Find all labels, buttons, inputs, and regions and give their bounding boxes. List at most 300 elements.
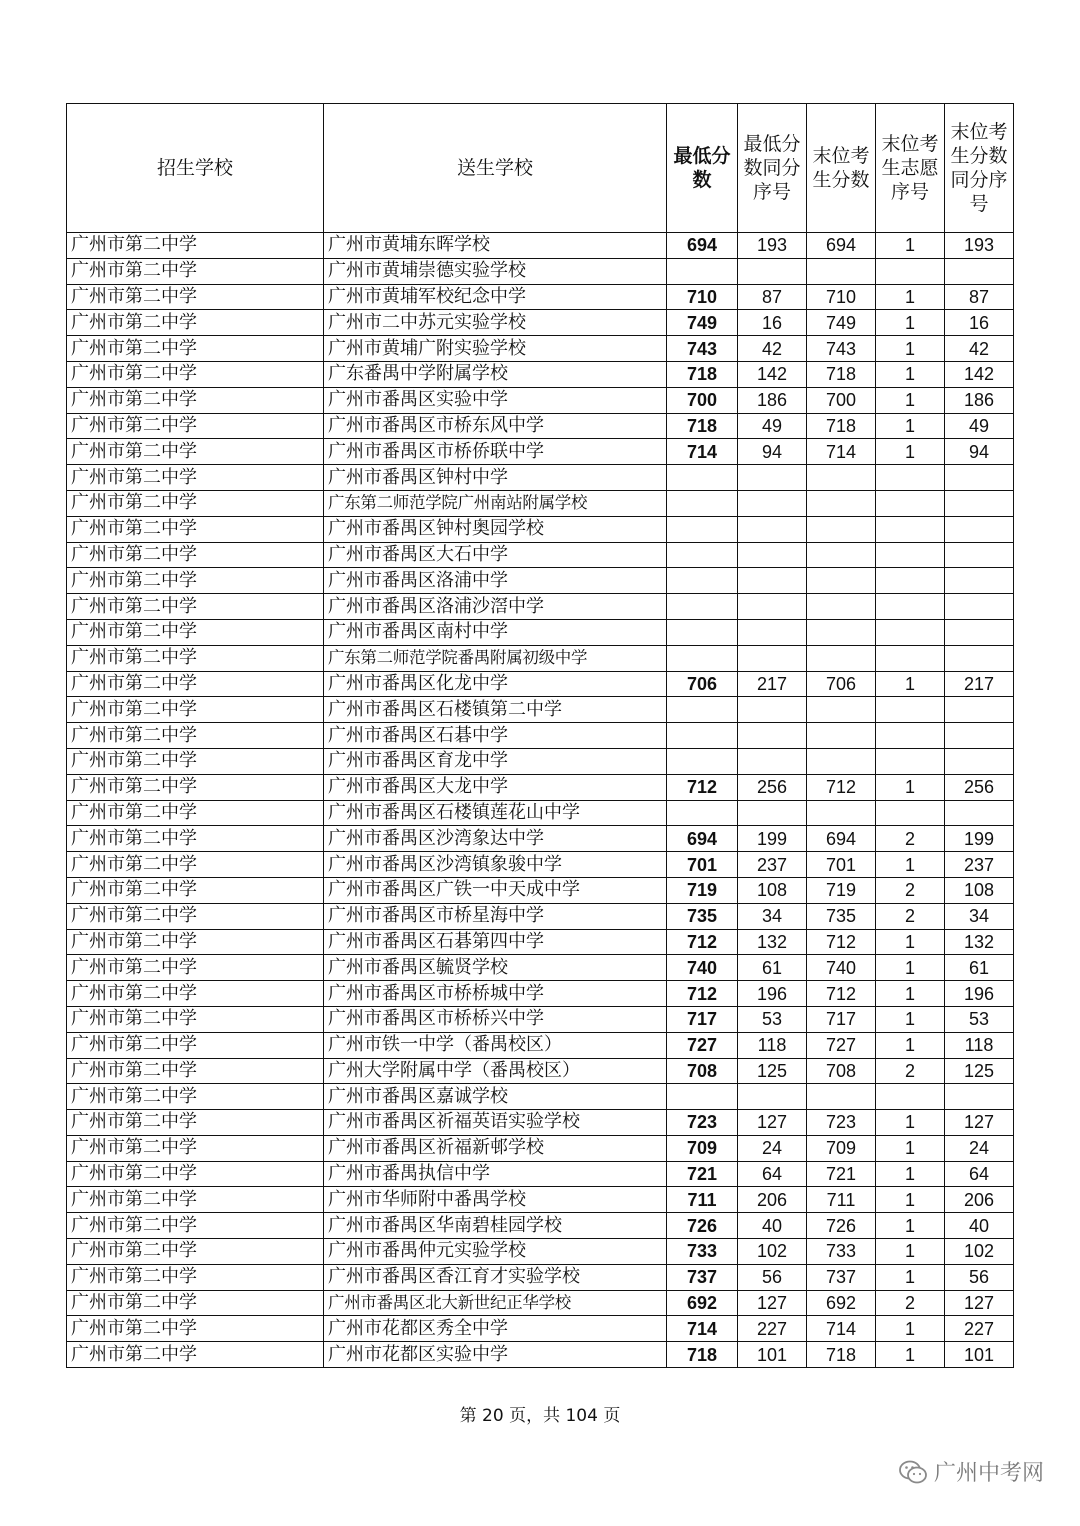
cell-sending-school: 广东第二师范学院番禺附属初级中学 xyxy=(324,645,667,671)
watermark-text: 广州中考网 xyxy=(933,1461,1044,1486)
cell-min-score-tie-rank xyxy=(738,465,807,491)
header-last-student-score: 末位考生分数 xyxy=(807,104,876,233)
cell-enrolling-school: 广州市第二中学 xyxy=(67,671,324,697)
table-row xyxy=(67,1084,1014,1110)
cell-min-score-tie-rank: 16 xyxy=(738,310,807,336)
cell-last-student-score xyxy=(807,465,876,491)
cell-last-student-choice-rank: 1 xyxy=(876,439,945,465)
table-row xyxy=(67,284,1014,310)
cell-last-student-tie-rank xyxy=(945,748,1014,774)
cell-last-student-score xyxy=(807,619,876,645)
cell-sending-school: 广州大学附属中学（番禺校区） xyxy=(324,1058,667,1084)
cell-min-score: 718 xyxy=(667,361,738,387)
cell-min-score-tie-rank: 199 xyxy=(738,826,807,852)
cell-enrolling-school: 广州市第二中学 xyxy=(67,1161,324,1187)
table-row xyxy=(67,800,1014,826)
cell-min-score-tie-rank xyxy=(738,516,807,542)
cell-min-score-tie-rank xyxy=(738,619,807,645)
cell-min-score-tie-rank: 127 xyxy=(738,1290,807,1316)
cell-last-student-choice-rank xyxy=(876,542,945,568)
cell-min-score xyxy=(667,800,738,826)
table-row xyxy=(67,697,1014,723)
cell-sending-school: 广州市铁一中学（番禺校区） xyxy=(324,1032,667,1058)
cell-sending-school: 广州市番禺区大龙中学 xyxy=(324,774,667,800)
cell-last-student-score: 749 xyxy=(807,310,876,336)
cell-last-student-tie-rank: 94 xyxy=(945,439,1014,465)
cell-enrolling-school: 广州市第二中学 xyxy=(67,826,324,852)
cell-last-student-choice-rank xyxy=(876,723,945,749)
header-min-score-tie-rank: 最低分数同分序号 xyxy=(738,104,807,233)
cell-min-score-tie-rank: 237 xyxy=(738,852,807,878)
cell-last-student-choice-rank xyxy=(876,619,945,645)
table-row xyxy=(67,568,1014,594)
cell-last-student-score: 721 xyxy=(807,1161,876,1187)
table-row xyxy=(67,1264,1014,1290)
cell-last-student-score xyxy=(807,748,876,774)
wechat-icon xyxy=(898,1459,928,1485)
table-row xyxy=(67,645,1014,671)
cell-enrolling-school: 广州市第二中学 xyxy=(67,284,324,310)
cell-min-score-tie-rank: 101 xyxy=(738,1342,807,1368)
table-row xyxy=(67,877,1014,903)
cell-sending-school: 广州市番禺区沙湾镇象骏中学 xyxy=(324,852,667,878)
cell-sending-school: 广州市番禺区祈福新邨学校 xyxy=(324,1135,667,1161)
cell-last-student-tie-rank: 199 xyxy=(945,826,1014,852)
table-row xyxy=(67,826,1014,852)
cell-min-score-tie-rank xyxy=(738,723,807,749)
cell-last-student-choice-rank xyxy=(876,697,945,723)
cell-min-score: 694 xyxy=(667,826,738,852)
table-row xyxy=(67,413,1014,439)
table-row xyxy=(67,671,1014,697)
cell-last-student-score xyxy=(807,594,876,620)
cell-min-score: 692 xyxy=(667,1290,738,1316)
cell-last-student-score xyxy=(807,645,876,671)
cell-last-student-choice-rank: 1 xyxy=(876,1006,945,1032)
cell-min-score-tie-rank: 42 xyxy=(738,336,807,362)
cell-min-score xyxy=(667,1084,738,1110)
cell-last-student-choice-rank xyxy=(876,568,945,594)
cell-min-score: 712 xyxy=(667,929,738,955)
cell-min-score: 727 xyxy=(667,1032,738,1058)
cell-last-student-choice-rank: 1 xyxy=(876,1032,945,1058)
cell-enrolling-school: 广州市第二中学 xyxy=(67,1084,324,1110)
cell-last-student-choice-rank: 1 xyxy=(876,387,945,413)
watermark xyxy=(898,1456,1044,1487)
table-row xyxy=(67,1058,1014,1084)
table-row xyxy=(67,723,1014,749)
cell-last-student-tie-rank xyxy=(945,568,1014,594)
cell-min-score: 701 xyxy=(667,852,738,878)
cell-enrolling-school: 广州市第二中学 xyxy=(67,413,324,439)
cell-last-student-choice-rank xyxy=(876,1084,945,1110)
cell-sending-school: 广州市黄埔东晖学校 xyxy=(324,233,667,259)
cell-sending-school: 广州市番禺区市桥桥兴中学 xyxy=(324,1006,667,1032)
cell-last-student-choice-rank: 1 xyxy=(876,1187,945,1213)
cell-enrolling-school: 广州市第二中学 xyxy=(67,800,324,826)
cell-last-student-tie-rank: 125 xyxy=(945,1058,1014,1084)
cell-last-student-tie-rank: 256 xyxy=(945,774,1014,800)
cell-min-score: 710 xyxy=(667,284,738,310)
cell-min-score-tie-rank: 206 xyxy=(738,1187,807,1213)
cell-sending-school: 广州市番禺区石楼镇莲花山中学 xyxy=(324,800,667,826)
cell-min-score-tie-rank: 56 xyxy=(738,1264,807,1290)
cell-min-score-tie-rank xyxy=(738,645,807,671)
cell-last-student-tie-rank: 64 xyxy=(945,1161,1014,1187)
table-row xyxy=(67,258,1014,284)
cell-enrolling-school: 广州市第二中学 xyxy=(67,258,324,284)
cell-last-student-score: 710 xyxy=(807,284,876,310)
header-sending-school: 送生学校 xyxy=(324,104,667,233)
cell-sending-school: 广州市番禺区钟村奥园学校 xyxy=(324,516,667,542)
cell-last-student-score xyxy=(807,568,876,594)
cell-last-student-choice-rank: 1 xyxy=(876,955,945,981)
cell-min-score-tie-rank: 217 xyxy=(738,671,807,697)
cell-last-student-tie-rank xyxy=(945,1084,1014,1110)
cell-last-student-score xyxy=(807,258,876,284)
cell-min-score xyxy=(667,568,738,594)
cell-last-student-choice-rank: 1 xyxy=(876,1110,945,1136)
cell-last-student-score: 726 xyxy=(807,1213,876,1239)
cell-min-score-tie-rank: 118 xyxy=(738,1032,807,1058)
cell-last-student-tie-rank: 127 xyxy=(945,1110,1014,1136)
cell-min-score-tie-rank xyxy=(738,697,807,723)
table-row xyxy=(67,1342,1014,1368)
cell-last-student-choice-rank: 1 xyxy=(876,1316,945,1342)
cell-enrolling-school: 广州市第二中学 xyxy=(67,645,324,671)
cell-enrolling-school: 广州市第二中学 xyxy=(67,516,324,542)
cell-min-score: 733 xyxy=(667,1239,738,1265)
cell-last-student-choice-rank: 1 xyxy=(876,310,945,336)
cell-last-student-score: 701 xyxy=(807,852,876,878)
cell-last-student-score: 733 xyxy=(807,1239,876,1265)
cell-last-student-tie-rank xyxy=(945,465,1014,491)
cell-last-student-score xyxy=(807,516,876,542)
cell-min-score-tie-rank xyxy=(738,568,807,594)
table-row xyxy=(67,1290,1014,1316)
cell-last-student-choice-rank xyxy=(876,516,945,542)
cell-last-student-tie-rank: 127 xyxy=(945,1290,1014,1316)
cell-last-student-score: 723 xyxy=(807,1110,876,1136)
cell-sending-school: 广州市番禺区化龙中学 xyxy=(324,671,667,697)
cell-last-student-tie-rank xyxy=(945,258,1014,284)
cell-last-student-tie-rank xyxy=(945,619,1014,645)
cell-last-student-choice-rank: 1 xyxy=(876,774,945,800)
cell-min-score: 735 xyxy=(667,903,738,929)
cell-last-student-score: 718 xyxy=(807,1342,876,1368)
cell-min-score-tie-rank: 87 xyxy=(738,284,807,310)
header-last-student-tie-rank: 末位考生分数同分序号 xyxy=(945,104,1014,233)
cell-enrolling-school: 广州市第二中学 xyxy=(67,1316,324,1342)
cell-enrolling-school: 广州市第二中学 xyxy=(67,594,324,620)
cell-min-score: 718 xyxy=(667,1342,738,1368)
cell-last-student-choice-rank: 1 xyxy=(876,336,945,362)
cell-min-score xyxy=(667,258,738,284)
cell-min-score: 714 xyxy=(667,1316,738,1342)
cell-min-score xyxy=(667,490,738,516)
table-body xyxy=(67,233,1014,1368)
cell-sending-school: 广州市二中苏元实验学校 xyxy=(324,310,667,336)
cell-min-score-tie-rank: 64 xyxy=(738,1161,807,1187)
cell-min-score: 743 xyxy=(667,336,738,362)
cell-last-student-score xyxy=(807,697,876,723)
cell-sending-school: 广州市番禺仲元实验学校 xyxy=(324,1239,667,1265)
table-row xyxy=(67,1316,1014,1342)
cell-min-score-tie-rank xyxy=(738,800,807,826)
cell-min-score: 749 xyxy=(667,310,738,336)
cell-last-student-score: 714 xyxy=(807,439,876,465)
cell-min-score xyxy=(667,594,738,620)
cell-min-score: 717 xyxy=(667,1006,738,1032)
table-row xyxy=(67,1006,1014,1032)
table-row xyxy=(67,233,1014,259)
cell-sending-school: 广州市番禺区华南碧桂园学校 xyxy=(324,1213,667,1239)
cell-last-student-score: 694 xyxy=(807,233,876,259)
cell-last-student-tie-rank xyxy=(945,697,1014,723)
cell-sending-school: 广州市番禺区市桥星海中学 xyxy=(324,903,667,929)
page-number: 第 20 页，共 104 页 xyxy=(459,1406,621,1426)
cell-min-score: 737 xyxy=(667,1264,738,1290)
cell-sending-school: 广州市番禺区实验中学 xyxy=(324,387,667,413)
cell-enrolling-school: 广州市第二中学 xyxy=(67,336,324,362)
cell-min-score xyxy=(667,465,738,491)
cell-last-student-choice-rank xyxy=(876,594,945,620)
cell-last-student-choice-rank: 2 xyxy=(876,903,945,929)
cell-last-student-score: 743 xyxy=(807,336,876,362)
cell-last-student-choice-rank: 1 xyxy=(876,284,945,310)
cell-sending-school: 广州市花都区秀全中学 xyxy=(324,1316,667,1342)
cell-enrolling-school: 广州市第二中学 xyxy=(67,955,324,981)
cell-last-student-tie-rank: 227 xyxy=(945,1316,1014,1342)
cell-min-score-tie-rank: 94 xyxy=(738,439,807,465)
cell-sending-school: 广州市黄埔军校纪念中学 xyxy=(324,284,667,310)
cell-last-student-tie-rank: 102 xyxy=(945,1239,1014,1265)
cell-min-score xyxy=(667,516,738,542)
cell-sending-school: 广州市番禺区钟村中学 xyxy=(324,465,667,491)
cell-last-student-tie-rank: 186 xyxy=(945,387,1014,413)
cell-enrolling-school: 广州市第二中学 xyxy=(67,774,324,800)
cell-enrolling-school: 广州市第二中学 xyxy=(67,1135,324,1161)
cell-min-score-tie-rank: 49 xyxy=(738,413,807,439)
cell-last-student-tie-rank: 217 xyxy=(945,671,1014,697)
cell-min-score-tie-rank: 53 xyxy=(738,1006,807,1032)
cell-last-student-choice-rank xyxy=(876,465,945,491)
cell-last-student-tie-rank: 142 xyxy=(945,361,1014,387)
cell-enrolling-school: 广州市第二中学 xyxy=(67,1187,324,1213)
table-row xyxy=(67,465,1014,491)
cell-sending-school: 广州市华师附中番禺学校 xyxy=(324,1187,667,1213)
cell-last-student-tie-rank: 132 xyxy=(945,929,1014,955)
cell-enrolling-school: 广州市第二中学 xyxy=(67,1239,324,1265)
table-row xyxy=(67,1187,1014,1213)
cell-sending-school: 广东番禺中学附属学校 xyxy=(324,361,667,387)
cell-min-score-tie-rank: 256 xyxy=(738,774,807,800)
cell-sending-school: 广州市番禺区毓贤学校 xyxy=(324,955,667,981)
cell-last-student-choice-rank xyxy=(876,645,945,671)
table-row xyxy=(67,542,1014,568)
cell-min-score: 712 xyxy=(667,981,738,1007)
cell-last-student-score: 706 xyxy=(807,671,876,697)
cell-last-student-tie-rank: 206 xyxy=(945,1187,1014,1213)
cell-sending-school: 广州市番禺区育龙中学 xyxy=(324,748,667,774)
cell-last-student-choice-rank: 2 xyxy=(876,826,945,852)
table-row xyxy=(67,1213,1014,1239)
cell-last-student-score xyxy=(807,490,876,516)
cell-enrolling-school: 广州市第二中学 xyxy=(67,903,324,929)
cell-min-score xyxy=(667,748,738,774)
table-row xyxy=(67,1161,1014,1187)
cell-last-student-tie-rank: 40 xyxy=(945,1213,1014,1239)
cell-last-student-choice-rank: 1 xyxy=(876,233,945,259)
cell-last-student-score: 719 xyxy=(807,877,876,903)
cell-last-student-score: 712 xyxy=(807,981,876,1007)
cell-min-score xyxy=(667,619,738,645)
cell-min-score: 700 xyxy=(667,387,738,413)
cell-last-student-choice-rank: 1 xyxy=(876,929,945,955)
cell-min-score: 726 xyxy=(667,1213,738,1239)
cell-min-score-tie-rank xyxy=(738,258,807,284)
cell-min-score xyxy=(667,542,738,568)
cell-sending-school: 广州市番禺区洛浦中学 xyxy=(324,568,667,594)
cell-sending-school: 广州市番禺区大石中学 xyxy=(324,542,667,568)
cell-enrolling-school: 广州市第二中学 xyxy=(67,877,324,903)
cell-last-student-score xyxy=(807,1084,876,1110)
score-table xyxy=(66,103,1014,1368)
cell-last-student-tie-rank xyxy=(945,645,1014,671)
header-row xyxy=(67,104,1014,233)
cell-enrolling-school: 广州市第二中学 xyxy=(67,723,324,749)
cell-last-student-tie-rank: 193 xyxy=(945,233,1014,259)
table-row xyxy=(67,1110,1014,1136)
table-row xyxy=(67,929,1014,955)
table-row xyxy=(67,748,1014,774)
cell-min-score-tie-rank: 102 xyxy=(738,1239,807,1265)
cell-last-student-choice-rank: 1 xyxy=(876,413,945,439)
cell-enrolling-school: 广州市第二中学 xyxy=(67,1290,324,1316)
header-enrolling-school: 招生学校 xyxy=(67,104,324,233)
cell-last-student-tie-rank xyxy=(945,594,1014,620)
cell-last-student-tie-rank: 237 xyxy=(945,852,1014,878)
cell-last-student-tie-rank: 118 xyxy=(945,1032,1014,1058)
cell-sending-school: 广州市番禺区石碁第四中学 xyxy=(324,929,667,955)
cell-last-student-choice-rank: 1 xyxy=(876,361,945,387)
cell-min-score: 709 xyxy=(667,1135,738,1161)
cell-last-student-choice-rank xyxy=(876,800,945,826)
cell-last-student-score: 712 xyxy=(807,929,876,955)
cell-min-score-tie-rank: 40 xyxy=(738,1213,807,1239)
cell-last-student-tie-rank: 34 xyxy=(945,903,1014,929)
table-row xyxy=(67,361,1014,387)
cell-last-student-score xyxy=(807,723,876,749)
cell-sending-school: 广州市番禺区香江育才实验学校 xyxy=(324,1264,667,1290)
cell-min-score: 721 xyxy=(667,1161,738,1187)
cell-last-student-score: 737 xyxy=(807,1264,876,1290)
cell-last-student-choice-rank: 1 xyxy=(876,1213,945,1239)
cell-last-student-choice-rank: 2 xyxy=(876,877,945,903)
table-row xyxy=(67,310,1014,336)
cell-sending-school: 广东第二师范学院广州南站附属学校 xyxy=(324,490,667,516)
cell-sending-school: 广州市番禺执信中学 xyxy=(324,1161,667,1187)
cell-min-score-tie-rank xyxy=(738,748,807,774)
cell-last-student-score: 740 xyxy=(807,955,876,981)
cell-min-score-tie-rank: 108 xyxy=(738,877,807,903)
cell-last-student-tie-rank xyxy=(945,490,1014,516)
table-row xyxy=(67,490,1014,516)
cell-min-score: 740 xyxy=(667,955,738,981)
cell-last-student-score xyxy=(807,542,876,568)
cell-enrolling-school: 广州市第二中学 xyxy=(67,439,324,465)
cell-enrolling-school: 广州市第二中学 xyxy=(67,568,324,594)
table-row xyxy=(67,852,1014,878)
cell-enrolling-school: 广州市第二中学 xyxy=(67,981,324,1007)
cell-enrolling-school: 广州市第二中学 xyxy=(67,1213,324,1239)
header-last-student-choice-rank: 末位考生志愿序号 xyxy=(876,104,945,233)
cell-sending-school: 广州市番禺区石碁中学 xyxy=(324,723,667,749)
table-row xyxy=(67,1239,1014,1265)
cell-sending-school: 广州市番禺区市桥侨联中学 xyxy=(324,439,667,465)
cell-enrolling-school: 广州市第二中学 xyxy=(67,465,324,491)
cell-min-score-tie-rank xyxy=(738,490,807,516)
cell-last-student-tie-rank: 56 xyxy=(945,1264,1014,1290)
cell-min-score: 711 xyxy=(667,1187,738,1213)
cell-enrolling-school: 广州市第二中学 xyxy=(67,619,324,645)
cell-last-student-tie-rank xyxy=(945,800,1014,826)
cell-min-score: 708 xyxy=(667,1058,738,1084)
cell-last-student-choice-rank: 1 xyxy=(876,1161,945,1187)
cell-enrolling-school: 广州市第二中学 xyxy=(67,748,324,774)
cell-last-student-choice-rank: 1 xyxy=(876,981,945,1007)
cell-last-student-score: 700 xyxy=(807,387,876,413)
cell-sending-school: 广州市花都区实验中学 xyxy=(324,1342,667,1368)
cell-last-student-choice-rank xyxy=(876,748,945,774)
cell-last-student-score: 714 xyxy=(807,1316,876,1342)
header-min-score: 最低分数 xyxy=(667,104,738,233)
cell-min-score: 714 xyxy=(667,439,738,465)
cell-min-score xyxy=(667,645,738,671)
cell-min-score-tie-rank: 24 xyxy=(738,1135,807,1161)
cell-min-score-tie-rank: 186 xyxy=(738,387,807,413)
cell-last-student-tie-rank xyxy=(945,516,1014,542)
table-row xyxy=(67,1032,1014,1058)
cell-min-score-tie-rank: 125 xyxy=(738,1058,807,1084)
cell-enrolling-school: 广州市第二中学 xyxy=(67,490,324,516)
cell-min-score: 694 xyxy=(667,233,738,259)
cell-last-student-tie-rank: 16 xyxy=(945,310,1014,336)
cell-last-student-tie-rank xyxy=(945,542,1014,568)
cell-last-student-choice-rank: 2 xyxy=(876,1058,945,1084)
cell-last-student-tie-rank: 87 xyxy=(945,284,1014,310)
table-row xyxy=(67,981,1014,1007)
cell-sending-school: 广州市番禺区洛浦沙滘中学 xyxy=(324,594,667,620)
cell-last-student-tie-rank: 24 xyxy=(945,1135,1014,1161)
cell-last-student-tie-rank: 61 xyxy=(945,955,1014,981)
cell-min-score-tie-rank: 34 xyxy=(738,903,807,929)
cell-min-score-tie-rank xyxy=(738,1084,807,1110)
cell-last-student-choice-rank: 2 xyxy=(876,1290,945,1316)
cell-sending-school: 广州市番禺区沙湾象达中学 xyxy=(324,826,667,852)
cell-min-score: 719 xyxy=(667,877,738,903)
table-row xyxy=(67,619,1014,645)
cell-enrolling-school: 广州市第二中学 xyxy=(67,1264,324,1290)
cell-enrolling-school: 广州市第二中学 xyxy=(67,310,324,336)
cell-last-student-score: 711 xyxy=(807,1187,876,1213)
cell-sending-school: 广州市番禺区市桥桥城中学 xyxy=(324,981,667,1007)
cell-min-score-tie-rank: 196 xyxy=(738,981,807,1007)
cell-enrolling-school: 广州市第二中学 xyxy=(67,1342,324,1368)
cell-last-student-tie-rank: 49 xyxy=(945,413,1014,439)
cell-min-score-tie-rank xyxy=(738,594,807,620)
cell-enrolling-school: 广州市第二中学 xyxy=(67,361,324,387)
